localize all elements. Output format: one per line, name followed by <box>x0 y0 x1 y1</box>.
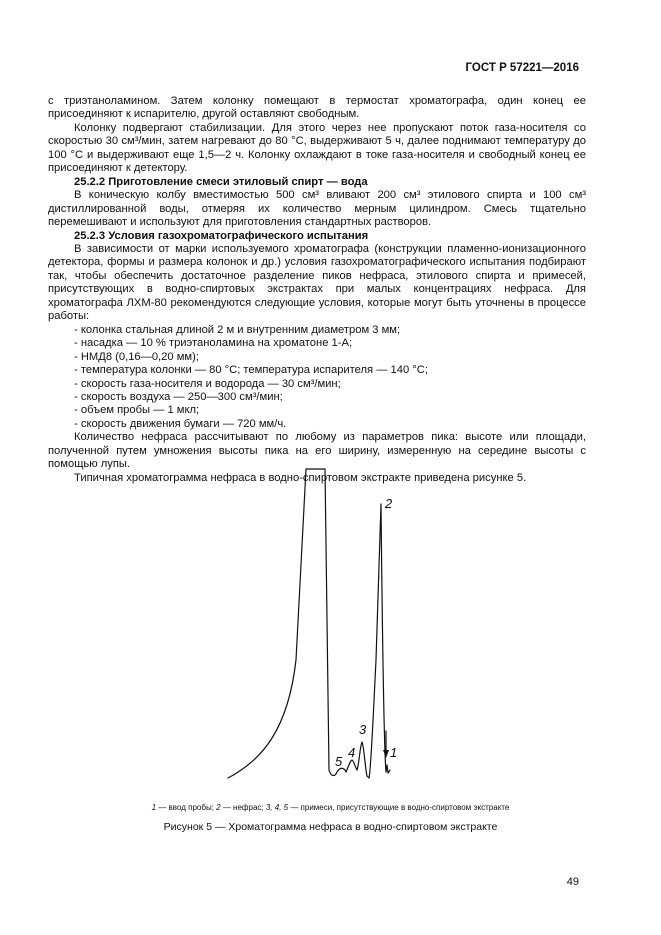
peak-label-3: 3 <box>359 722 367 737</box>
list-item: - НМД8 (0,16—0,20 мм); <box>74 351 586 364</box>
paragraph: В коническую колбу вместимостью 500 см³ вливают 200 см³ этилового спирта и 100 см³ дистиллированной воды, отмеряя их количество мерным цилиндром. Смесь тщательно перемешивают и используют для приготовления стандартных растворов. <box>48 189 586 229</box>
list-item: - колонка стальная длиной 2 м и внутренним диаметром 3 мм; <box>74 324 586 337</box>
legend-number: 3, 4, 5 <box>265 803 289 812</box>
list-item: - объем пробы — 1 мкл; <box>74 404 586 417</box>
impurity-peak-4 <box>346 760 357 772</box>
impurity-peak-3 <box>357 742 369 778</box>
injection-arrow-head <box>383 750 389 758</box>
paragraph: Количество нефраса рассчитывают по любому из параметров пика: высоте или площади, полученной путем умножения высоты пика на его ширину, измеренную на середине высоты с помощью лупы. <box>48 431 586 471</box>
peak-label-2: 2 <box>385 496 393 511</box>
list-item: - температура колонки — 80 °С; температура испарителя — 140 °С; <box>74 364 586 377</box>
peak-label-4: 4 <box>348 745 356 760</box>
solvent-peak <box>228 469 346 778</box>
injection-peak <box>386 765 390 773</box>
figure-legend <box>0 803 661 812</box>
peak-label-5: 5 <box>335 754 343 769</box>
document-code: ГОСТ Р 57221—2016 <box>465 62 579 74</box>
figure-caption: Рисунок 5 — Хроматограмма нефраса в водно-спиртовом экстракте <box>163 821 498 833</box>
nefras-peak <box>369 504 386 778</box>
page-number: 49 <box>566 876 579 888</box>
paragraph: В зависимости от марки используемого хроматографа (конструкции пламенно-ионизационного детектора, формы и размера колонок и др.) условия газохроматографического испытания подбирают так, чтобы обеспечить достаточное разделение пиков нефраса, этилового спирта и примесей, присутствующих в водно-спиртовых экстрактах при малых концентрациях нефраса. Для хроматографа ЛХМ-80 рекомендуются следующие условия, которые могут быть уточнены в процессе работы: <box>48 242 586 323</box>
list-item: - скорость движения бумаги — 720 мм/ч. <box>74 418 586 431</box>
section-heading: 25.2.3 Условия газохроматографического испытания <box>74 229 369 242</box>
legend-number: 1 <box>151 803 157 812</box>
paragraph: Типичная хроматограмма нефраса в водно-спиртовом экстракте приведена рисунке 5. <box>74 471 527 484</box>
list-item: - скорость воздуха — 250—300 см³/мин; <box>74 391 586 404</box>
paragraph: Колонку подвергают стабилизации. Для этого через нее пропускают поток газа-носителя со скоростью 30 см³/мин, затем нагревают до 80 °С, выдерживают 5 ч, далее поднимают температуру до 100 °С и выдерживают еще 1,5—2 ч. Колонку охлаждают в токе газа-носителя и свободный конец ее присоединяют к детектору. <box>48 121 586 175</box>
peak-label-1: 1 <box>390 745 398 760</box>
legend-text: — ввод пробы; <box>156 803 217 812</box>
section-heading: 25.2.2 Приготовление смеси этиловый спирт — вода <box>74 175 368 188</box>
legend-text: — примеси, присутствующие в водно-спиртовом экстракте <box>288 803 510 812</box>
list-item: - скорость газа-носителя и водорода — 30 см³/мин; <box>74 378 586 391</box>
paragraph: с триэтаноламином. Затем колонку помещают в термостат хроматографа, один конец ее присоединяют к испарителю, другой оставляют свободным. <box>48 95 586 121</box>
legend-text: — нефрас; <box>220 803 266 812</box>
list-item: - насадка — 10 % триэтаноламина на хроматоне 1-А; <box>74 337 586 350</box>
legend-number: 2 <box>216 803 221 812</box>
